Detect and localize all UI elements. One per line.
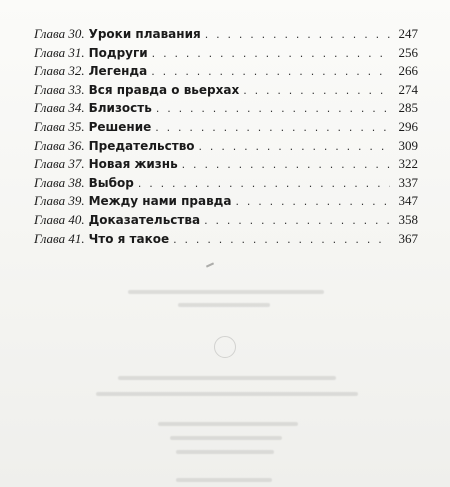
bleed-logo-circle xyxy=(214,336,236,358)
page-number: 256 xyxy=(398,44,418,60)
toc-entry xyxy=(34,137,418,156)
dot-leader xyxy=(173,231,390,250)
bleed-line xyxy=(96,392,358,396)
chapter-number: Глава 38. xyxy=(34,174,85,190)
chapter-number: Глава 33. xyxy=(34,81,85,97)
dot-leader xyxy=(243,82,390,101)
page-number: 322 xyxy=(398,156,418,172)
page-number: 309 xyxy=(398,137,418,153)
toc-entry xyxy=(34,44,418,63)
chapter-number: Глава 36. xyxy=(34,137,85,153)
chapter-title: Вся правда о вьерхах xyxy=(88,82,240,97)
dot-leader xyxy=(182,156,390,175)
dot-leader xyxy=(205,26,390,45)
chapter-title: Легенда xyxy=(88,64,148,79)
table-of-contents xyxy=(34,25,418,248)
toc-entry xyxy=(34,99,418,118)
chapter-number: Глава 32. xyxy=(34,63,85,79)
dot-leader xyxy=(155,119,390,138)
chapter-title: Предательство xyxy=(88,138,195,153)
dot-leader xyxy=(151,63,390,82)
toc-entry xyxy=(34,25,418,44)
bleed-line xyxy=(158,422,298,426)
page-number: 266 xyxy=(398,63,418,79)
chapter-title: Близость xyxy=(88,101,152,116)
chapter-number: Глава 30. xyxy=(34,26,85,41)
page-number: 358 xyxy=(398,211,418,227)
page-number: 347 xyxy=(398,193,418,209)
chapter-number: Глава 35. xyxy=(34,118,85,134)
toc-entry xyxy=(34,62,418,81)
chapter-title: Между нами правда xyxy=(88,194,232,209)
chapter-number: Глава 39. xyxy=(34,193,85,209)
toc-entry xyxy=(34,81,418,100)
dot-leader xyxy=(156,100,390,119)
chapter-title: Доказательства xyxy=(88,212,201,227)
chapter-title: Подруги xyxy=(88,45,148,60)
chapter-title: Решение xyxy=(88,119,152,134)
chapter-number: Глава 40. xyxy=(34,211,85,227)
toc-entry xyxy=(34,211,418,230)
chapter-title: Уроки плавания xyxy=(88,27,201,41)
bleed-line xyxy=(118,376,336,380)
toc-entry xyxy=(34,192,418,211)
bleed-line xyxy=(176,450,274,454)
page-number: 367 xyxy=(398,230,418,246)
bleed-line xyxy=(128,290,324,294)
chapter-number: Глава 41. xyxy=(34,230,85,246)
page-number: 274 xyxy=(398,81,418,97)
page-number: 337 xyxy=(398,174,418,190)
bleed-line xyxy=(178,303,270,307)
chapter-title: Выбор xyxy=(88,175,134,190)
bleed-line xyxy=(170,436,282,440)
toc-entry xyxy=(34,118,418,137)
page-number: 285 xyxy=(398,100,418,116)
toc-entry xyxy=(34,155,418,174)
toc-entry xyxy=(34,230,418,249)
chapter-number: Глава 37. xyxy=(34,156,85,172)
bleed-line xyxy=(176,478,272,482)
chapter-number: Глава 31. xyxy=(34,44,85,60)
page-number: 247 xyxy=(398,26,418,41)
dot-leader xyxy=(204,212,390,231)
chapter-number: Глава 34. xyxy=(34,100,85,116)
bleed-mark xyxy=(206,262,214,267)
chapter-title: Что я такое xyxy=(88,231,170,246)
dot-leader xyxy=(138,175,390,194)
dot-leader xyxy=(152,45,390,64)
toc-entry xyxy=(34,174,418,193)
dot-leader xyxy=(235,193,390,212)
dot-leader xyxy=(199,138,390,157)
chapter-title: Новая жизнь xyxy=(88,157,178,172)
page-number: 296 xyxy=(398,118,418,134)
